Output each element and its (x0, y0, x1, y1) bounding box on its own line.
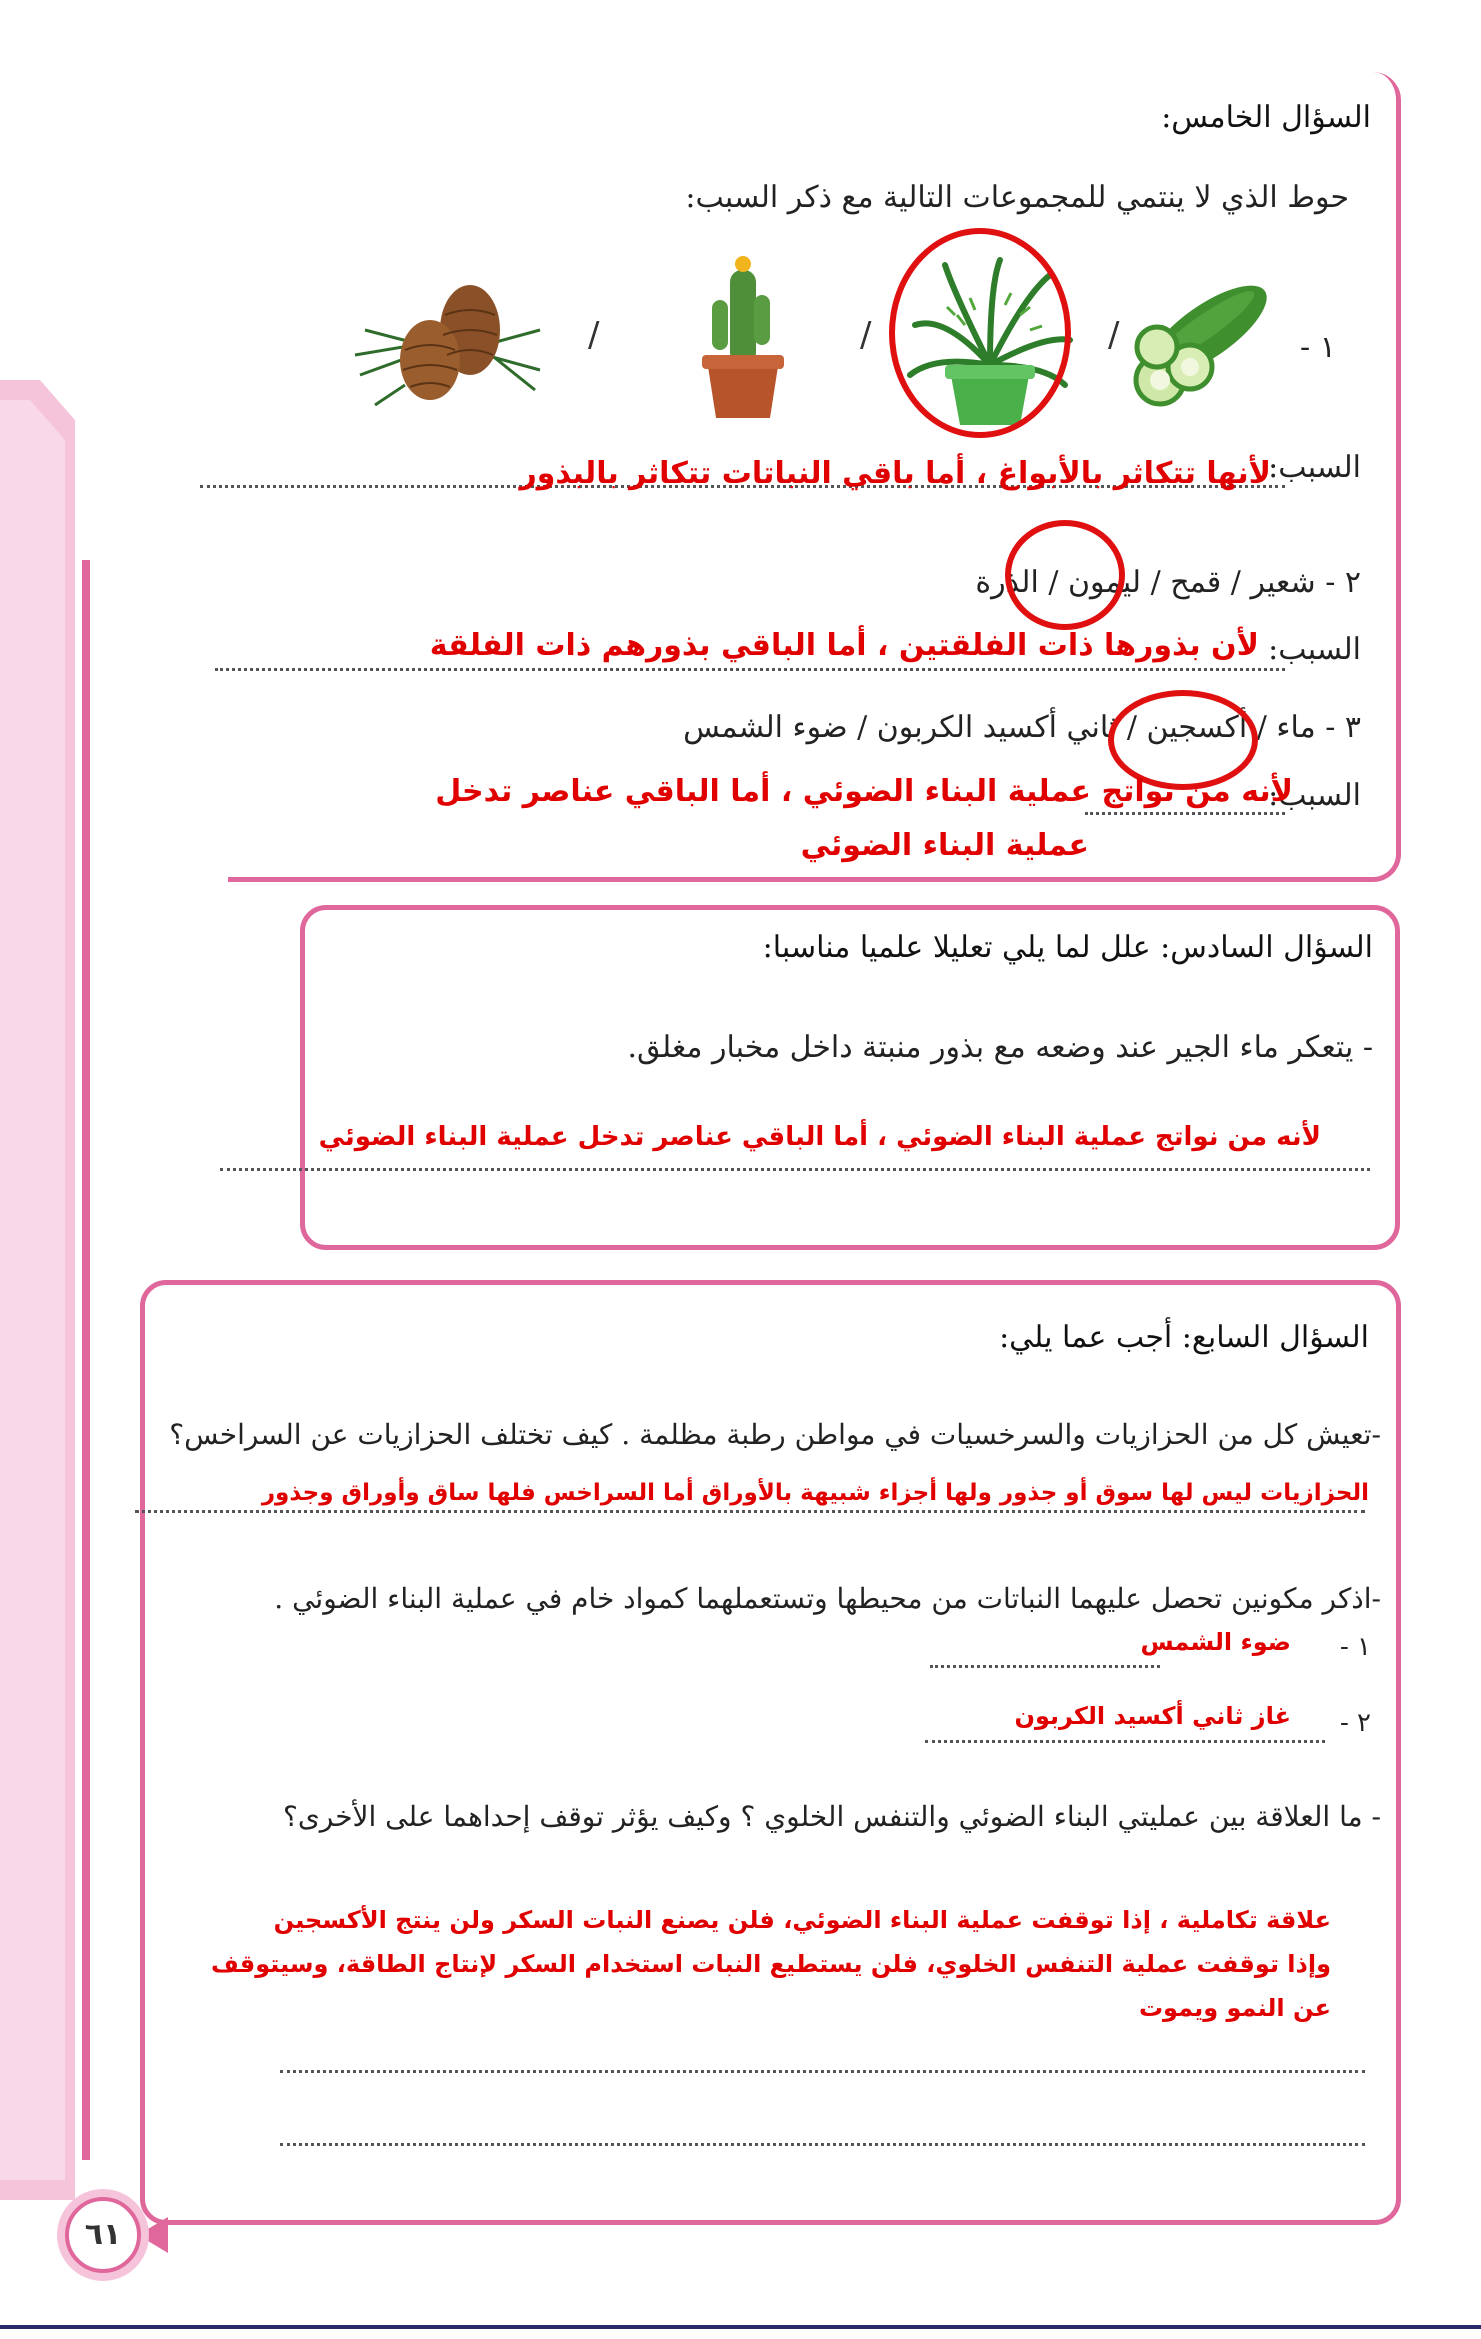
answer-line (220, 1168, 1370, 1171)
page-number: ٦١ (84, 2217, 122, 2252)
answer-line (1085, 812, 1285, 815)
question-6-title: السؤال السادس: علل لما يلي تعليلا علميا مناسبا: (762, 930, 1373, 965)
answer-line (925, 1740, 1325, 1743)
item-1-answer: لأنها تتكاثر بالأبواغ ، أما باقي النباتات تتكاثر بالبذور (519, 456, 1271, 491)
bottom-rule (0, 2325, 1481, 2329)
answer-circle-lemon (1005, 520, 1125, 630)
question-5-instruction: حوط الذي لا ينتمي للمجموعات التالية مع ذكر السبب: (685, 180, 1349, 215)
list-number-1: ١ - (1339, 1632, 1371, 1662)
item-1-number: ١ - (1300, 330, 1336, 365)
reason-label: السبب: (1268, 450, 1361, 485)
item-2-line: ٢ - شعير / قمح / ليمون / الذرة (975, 565, 1361, 600)
question-5-title: السؤال الخامس: (1161, 100, 1371, 135)
question-7-part-2: -اذكر مكونين تحصل عليهما النباتات من محيطها وتستعملهما كمواد خام في عملية البناء الضوئي . (274, 1582, 1381, 1615)
question-7-part-1: -تعيش كل من الحزازيات والسرخسيات في مواطن رطبة مظلمة . كيف تختلف الحزازيات عن السراخس؟ (169, 1418, 1381, 1451)
question-7-answer-1: الحزازيات ليس لها سوق أو جذور ولها أجزاء شبيهة بالأوراق أما السراخس فلها ساق وأوراق وجذور (261, 1480, 1369, 1506)
item-3-answer-line-2: عملية البناء الضوئي (800, 828, 1089, 863)
answer-circle-fern (889, 228, 1071, 438)
separator-slash: / (588, 315, 600, 355)
question-7-answer-3-line-1: علاقة تكاملية ، إذا توقفت عملية البناء الضوئي، فلن يصنع النبات السكر ولن ينتج الأكسجين (273, 1906, 1331, 1934)
answer-line (280, 2070, 1365, 2073)
page-margin-decoration (0, 0, 90, 2339)
question-6-statement: - يتعكر ماء الجير عند وضعه مع بذور منبتة داخل مخبار مغلق. (627, 1030, 1373, 1065)
separator-slash: / (860, 315, 872, 355)
question-6-answer: لأنه من نواتج عملية البناء الضوئي ، أما الباقي عناصر تدخل عملية البناء الضوئي (318, 1122, 1321, 1152)
answer-line (930, 1665, 1160, 1668)
answer-line (215, 668, 1285, 671)
item-2-answer: لأن بذورها ذات الفلقتين ، أما الباقي بذورهم ذات الفلقة (429, 628, 1259, 663)
question-7-answer-2-1: ضوء الشمس (1140, 1628, 1291, 1656)
answer-line (135, 1510, 1365, 1513)
list-number-2: ٢ - (1339, 1708, 1371, 1738)
question-7-answer-3-line-2: وإذا توقفت عملية التنفس الخلوي، فلن يستطيع النبات استخدام السكر لإنتاج الطاقة، وسيتوقف (210, 1950, 1331, 1978)
cucumber-image (1125, 275, 1285, 415)
reason-label: السبب: (1268, 778, 1361, 813)
item-3-line: ٣ - ماء / أكسجين / ثاني أكسيد الكربون / ضوء الشمس (683, 710, 1361, 745)
question-7-answer-2-2: غاز ثاني أكسيد الكربون (1014, 1702, 1291, 1730)
answer-line (280, 2143, 1365, 2146)
question-7-part-3: - ما العلاقة بين عمليتي البناء الضوئي والتنفس الخلوي ؟ وكيف يؤثر توقف إحداهما على الأخرى؟ (282, 1800, 1381, 1833)
question-7-answer-3-line-3: عن النمو ويموت (1138, 1994, 1331, 2022)
cactus-image (692, 240, 792, 420)
separator-slash: / (1108, 315, 1120, 355)
question-7-title: السؤال السابع: أجب عما يلي: (999, 1320, 1369, 1355)
item-3-answer-line-1: لأنه من نواتج عملية البناء الضوئي ، أما الباقي عناصر تدخل (435, 774, 1293, 809)
reason-label: السبب: (1268, 632, 1361, 667)
pine-cone-image (345, 275, 545, 410)
